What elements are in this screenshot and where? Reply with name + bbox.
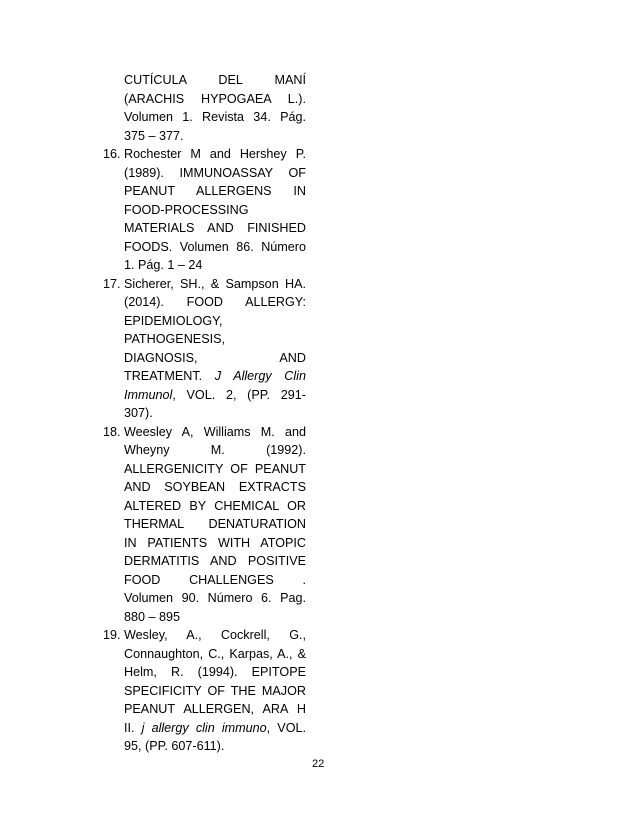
text-line: PATHOGENESIS, [124,332,226,346]
reference-number: 17. [103,276,121,291]
text-line: (2014). FOOD ALLERGY: [124,295,306,309]
text-line: Connaughton, C., Karpas, A., & [124,646,306,661]
text-fragment: II. [124,720,135,735]
text-line: Volumen 90. Número 6. Pag. [124,591,306,605]
reference-19 [103,626,306,756]
text-line: 375 – 377. [124,128,184,143]
text-line: ALTERED BY CHEMICAL OR [124,498,306,513]
text-line: Weesley A, Williams M. and [124,424,306,439]
reference-17 [103,275,306,423]
journal-title: J Allergy Clin [214,369,306,383]
text-line: PEANUT ALLERGEN, ARA H [124,702,306,716]
reference-number: 19. [103,628,121,642]
text-line: 307). [124,406,153,420]
reference-number: 16. [103,147,121,161]
page-number: 22 [312,758,325,770]
reference-list [103,71,306,756]
text-line: (1989). IMMUNOASSAY OF [124,165,306,180]
text-line: THERMAL DENATURATION [124,517,306,531]
text-line: Volumen 1. Revista 34. Pág. [124,110,306,124]
text-line: SPECIFICITY OF THE MAJOR [124,683,306,698]
text-line [124,367,306,386]
text-line: Rochester M and Hershey P. [124,147,306,161]
text-line: 1. Pág. 1 – 24 [124,258,203,272]
reference-number: 18. [103,424,121,439]
text-line: PEANUT ALLERGENS IN [124,184,306,198]
text-line [124,386,306,405]
text-line: MATERIALS AND FINISHED [124,221,306,235]
text-line: FOOD-PROCESSING [124,202,249,217]
text-line: 880 – 895 [124,609,181,624]
text-line: Wheyny M. (1992). [124,443,306,457]
text-fragment: , VOL. [266,720,306,735]
text-line: DIAGNOSIS, AND [124,350,306,365]
text-line: ALLERGENICITY OF PEANUT [124,461,306,476]
text-line: FOOD CHALLENGES . [124,572,306,587]
reference-continued [103,71,306,145]
journal-title: j allergy clin immuno [141,720,267,735]
text-fragment: TREATMENT. [124,369,203,383]
reference-18 [103,423,306,627]
text-line: EPIDEMIOLOGY, [124,313,223,328]
text-line: 95, (PP. 607-611). [124,739,225,753]
reference-16 [103,145,306,275]
text-fragment: , VOL. 2, (PP. 291- [172,387,306,402]
text-line: IN PATIENTS WITH ATOPIC [124,535,306,550]
text-line: Wesley, A., Cockrell, G., [124,628,306,642]
text-line: (ARACHIS HYPOGAEA L.). [124,91,306,106]
text-line: DERMATITIS AND POSITIVE [124,554,306,568]
text-line [124,719,306,738]
text-line: Sicherer, SH., & Sampson HA. [124,276,306,291]
text-line: AND SOYBEAN EXTRACTS [124,480,306,494]
text-line: CUTÍCULA DEL MANÍ [124,73,306,87]
text-line: FOODS. Volumen 86. Número [124,239,306,254]
text-line: Helm, R. (1994). EPITOPE [124,665,306,679]
journal-title: Immunol [124,387,173,402]
